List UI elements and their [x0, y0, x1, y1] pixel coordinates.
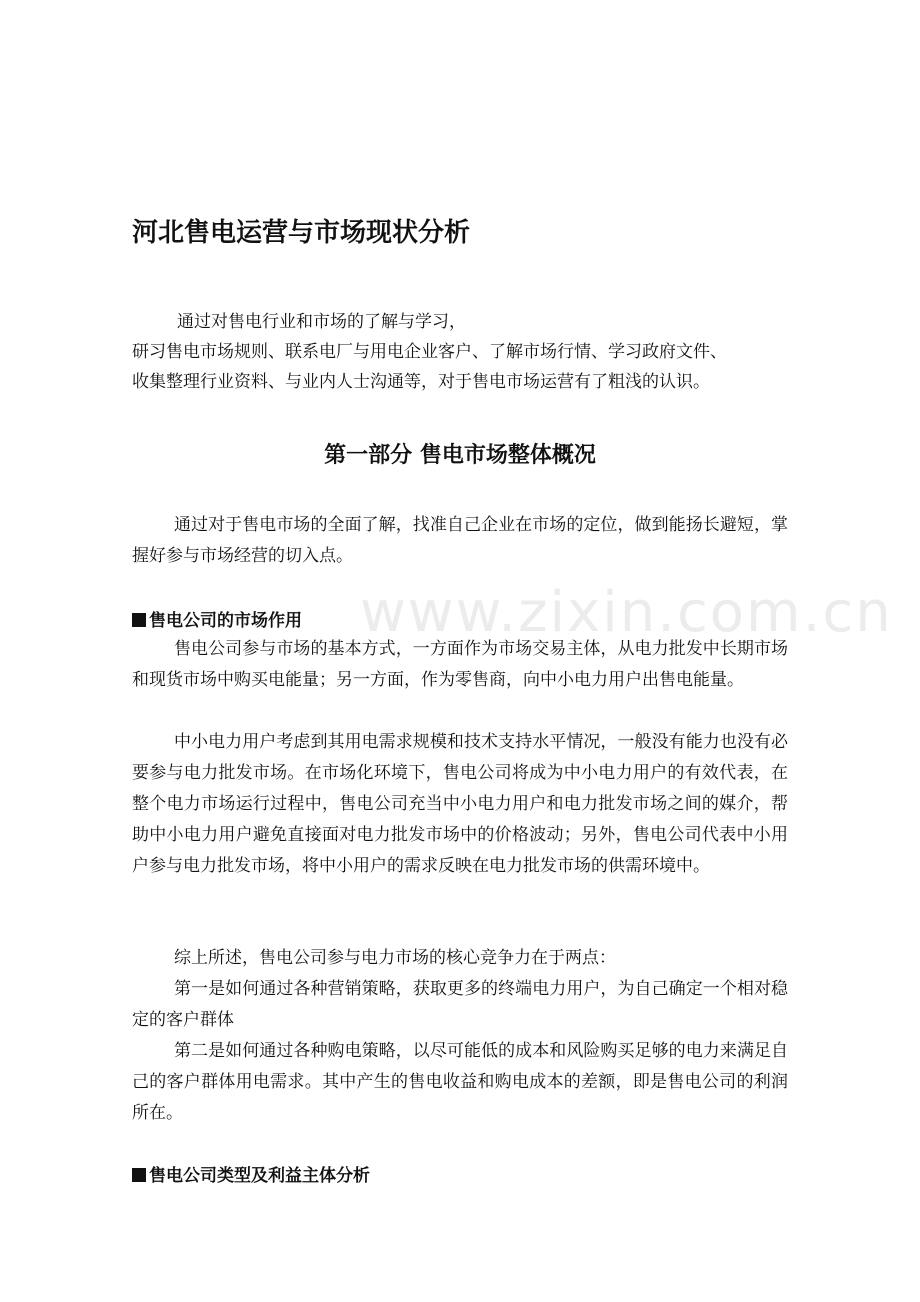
section-heading-text: 售电公司类型及利益主体分析 [149, 1166, 370, 1186]
document-title: 河北售电运营与市场现状分析 [132, 218, 471, 248]
market-role-paragraph-1: 售电公司参与市场的基本方式，一方面作为市场交易主体，从电力批发中长期市场和现货市场中购买电能量；另一方面，作为零售商，向中小电力用户出售电能量。 [132, 639, 788, 690]
market-role-paragraph-3: 综上所述，售电公司参与电力市场的核心竞争力在于两点： [174, 948, 616, 968]
section-heading-market-role [132, 606, 302, 631]
section-heading-text: 售电公司的市场作用 [149, 611, 302, 631]
market-role-paragraph-4: 第一是如何通过各种营销策略，获取更多的终端电力用户，为自己确定一个相对稳定的客户群体 [132, 979, 788, 1030]
square-bullet-icon [132, 613, 146, 627]
intro-line-1: 通过对售电行业和市场的了解与学习， [177, 312, 466, 332]
part-one-intro: 通过对于售电市场的全面了解，找准自己企业在市场的定位，做到能扬长避短，掌握好参与市场经营的切入点。 [132, 515, 788, 566]
watermark: www.zixin.com.cn [360, 580, 893, 645]
square-bullet-icon [132, 1168, 146, 1182]
intro-line-2: 研习售电市场规则、联系电厂与用电企业客户、了解市场行情、学习政府文件、 [132, 342, 727, 362]
market-role-paragraph-5: 第二是如何通过各种购电策略，以尽可能低的成本和风险购买足够的电力来满足自己的客户群体用电需求。其中产生的售电收益和购电成本的差额，即是售电公司的利润所在。 [132, 1041, 788, 1123]
intro-paragraph [132, 307, 792, 397]
part-one-heading: 第一部分 售电市场整体概况 [324, 443, 596, 468]
market-role-paragraph-2: 中小电力用户考虑到其用电需求规模和技术支持水平情况，一般没有能力也没有必要参与电力批发市场。在市场化环境下，售电公司将成为中小电力用户的有效代表，在整个电力市场运行过程中，售电公司充当中小电力用户和电力批发市场之间的媒介，帮助中小电力用户避免直接面对电力批发市场中的价格波动；另外，售电公司代表中小用户参与电力批发市场，将中小用户的需求反映在电力批发市场的供需环境中。 [132, 732, 788, 876]
section-heading-company-types [132, 1161, 370, 1186]
intro-line-3: 收集整理行业资料、与业内人士沟通等，对于售电市场运营有了粗浅的认识。 [132, 372, 710, 392]
